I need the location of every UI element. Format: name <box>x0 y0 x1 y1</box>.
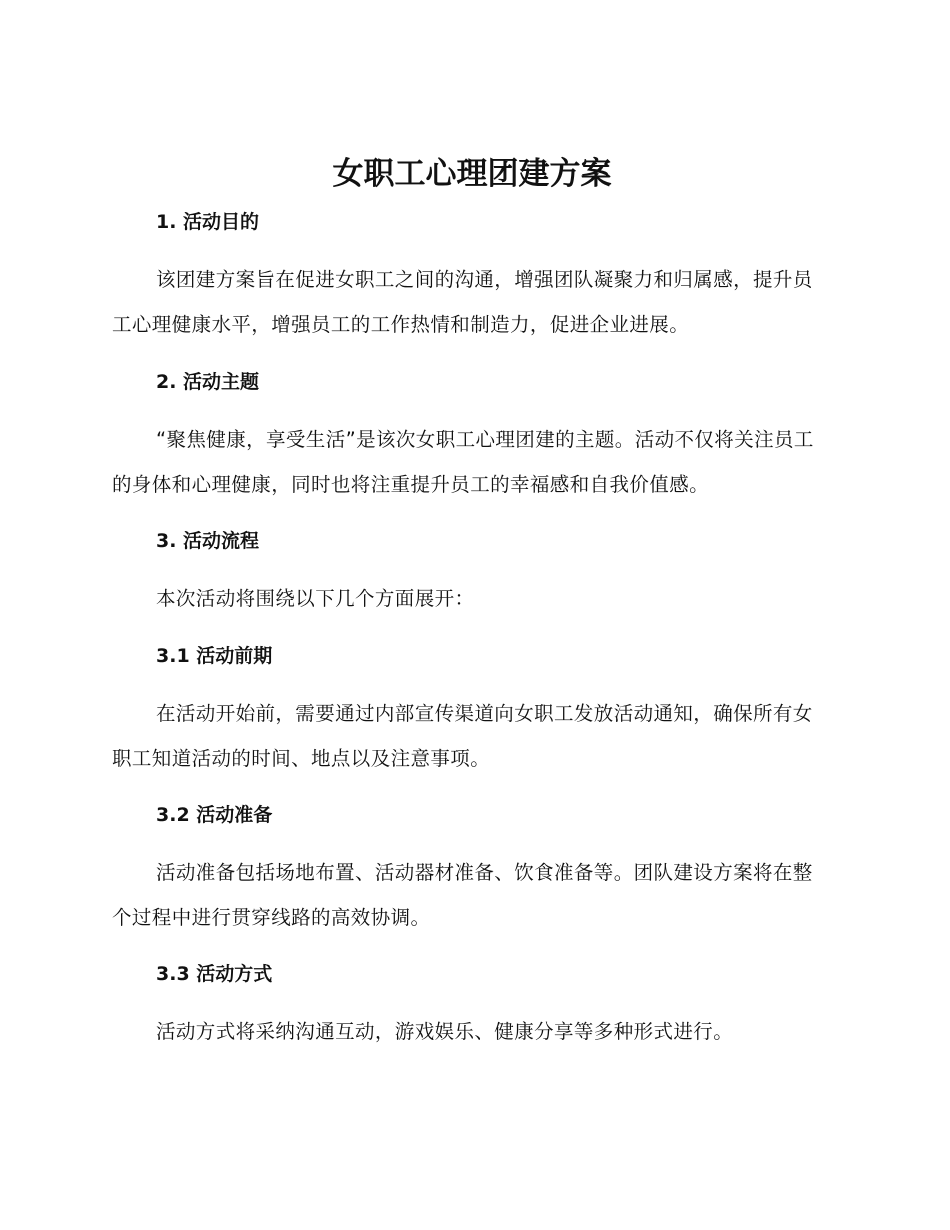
section-heading-theme: 2. 活动主题 <box>156 371 260 393</box>
section-paragraph-methods: 活动方式将采纳沟通互动，游戏娱乐、健康分享等多种形式进行。 <box>156 1020 734 1043</box>
section-paragraph-process: 本次活动将围绕以下几个方面展开： <box>156 587 475 610</box>
section-heading-methods: 3.3 活动方式 <box>156 963 273 985</box>
section-paragraph-preparation: 活动准备包括场地布置、活动器材准备、饮食准备等。团队建设方案将在整个过程中进行贯穿线路的高效协调。 <box>112 861 813 929</box>
section-heading-purpose: 1. 活动目的 <box>156 211 260 233</box>
document-title: 女职工心理团建方案 <box>332 156 612 192</box>
section-heading-process: 3. 活动流程 <box>156 530 260 552</box>
section-paragraph-purpose: 该团建方案旨在促进女职工之间的沟通，增强团队凝聚力和归属感，提升员工心理健康水平，增强员工的工作热情和制造力，促进企业进展。 <box>112 268 813 336</box>
section-heading-preparation: 3.2 活动准备 <box>156 804 273 826</box>
section-heading-preparation-stage: 3.1 活动前期 <box>156 645 273 667</box>
section-paragraph-preparation-stage: 在活动开始前，需要通过内部宣传渠道向女职工发放活动通知，确保所有女职工知道活动的时间、地点以及注意事项。 <box>112 702 813 770</box>
section-paragraph-theme: “聚焦健康，享受生活”是该次女职工心理团建的主题。活动不仅将关注员工的身体和心理健康，同时也将注重提升员工的幸福感和自我价值感。 <box>112 428 814 496</box>
